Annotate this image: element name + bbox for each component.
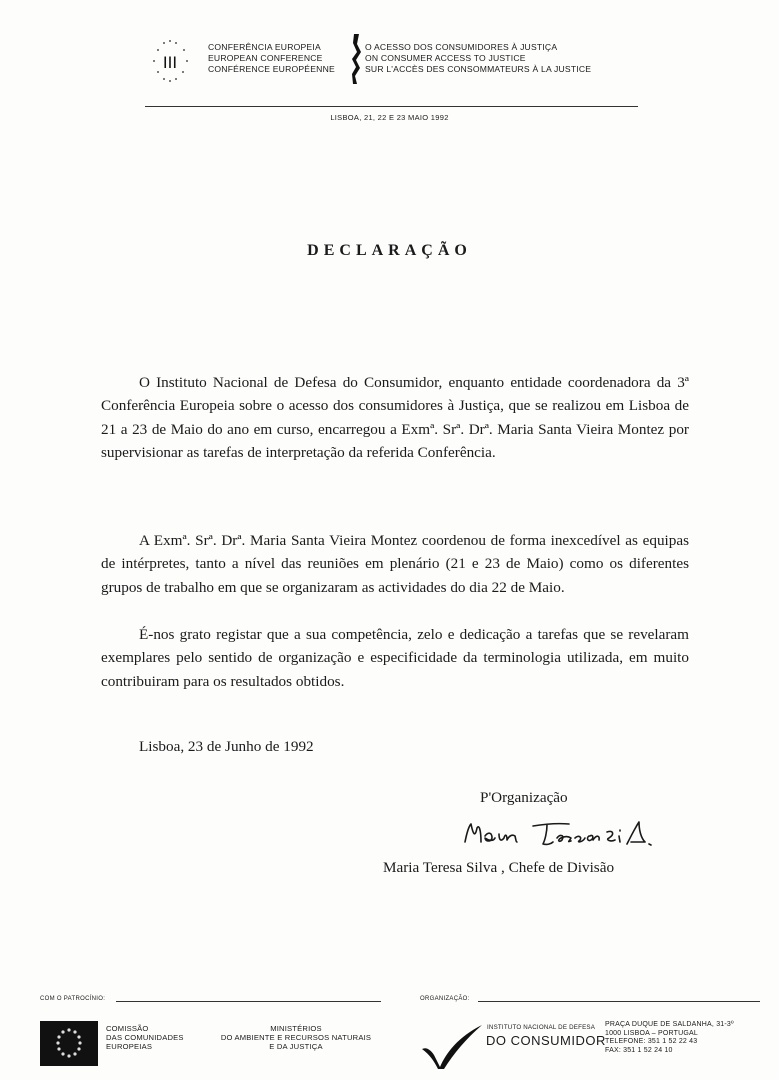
ministries-line-3: E DA JUSTIÇA bbox=[269, 1042, 323, 1051]
header-rule bbox=[145, 106, 638, 107]
paragraph-3: É-nos grato registar que a sua competência, zelo e dedicação a tarefas que se revelaram exemplares pelo sentido de organização e especificidade da terminologia utilizada, em muito contribuiram para os resultados obtidos. bbox=[101, 626, 689, 690]
conference-theme-en: ON CONSUMER ACCESS TO JUSTICE bbox=[365, 53, 526, 63]
conference-theme-block bbox=[365, 42, 591, 75]
commission-name bbox=[106, 1024, 184, 1051]
address-line-3: TELEFONE: 351 1 52 22 43 bbox=[605, 1038, 698, 1046]
ministries-line-2: DO AMBIENTE E RECURSOS NATURAIS bbox=[220, 1033, 372, 1042]
logo-numeral: III bbox=[162, 53, 178, 72]
paragraph-1: O Instituto Nacional de Defesa do Consumidor, enquanto entidade coordenadora da 3ª Conferência Europeia sobre o acesso dos consumidores à Justiça, que se realizou em Lisboa de 21 a 23 de Maio do ano em curso, encarregou a Exmª. Srª. Drª. Maria Santa Vieira Montez por supervisionar as tarefas de interpretação da referida Conferência. bbox=[101, 374, 689, 462]
conference-date: LISBOA, 21, 22 E 23 MAIO 1992 bbox=[330, 113, 449, 122]
conference-theme-pt: O ACESSO DOS CONSUMIDORES À JUSTIÇA bbox=[365, 42, 558, 52]
paragraph-2: A Exmª. Srª. Drª. Maria Santa Vieira Montez coordenou de forma inexcedível as equipas de intérpretes, tanto a nível das reuniões em plenário (21 e 23 de Maio) como os diferentes grupos de trabalho em que se organizaram as actividades do dia 22 de Maio. bbox=[101, 532, 689, 596]
signer-name: Maria Teresa Silva , Chefe de Divisão bbox=[383, 859, 615, 876]
conference-theme-fr: SUR L'ACCÈS DES CONSOMMATEURS À LA JUSTICE bbox=[365, 64, 592, 74]
conference-name-block bbox=[208, 42, 335, 75]
commission-line-2: DAS COMUNIDADES bbox=[106, 1033, 184, 1042]
address-line-1: PRAÇA DUQUE DE SALDANHA, 31-3º bbox=[605, 1021, 734, 1028]
conference-name-fr: CONFÉRENCE EUROPÉENNE bbox=[208, 64, 335, 74]
handwritten-signature bbox=[455, 814, 690, 854]
conference-logo bbox=[150, 36, 190, 86]
header-divider-mark bbox=[350, 34, 364, 84]
sponsor-rule bbox=[116, 1001, 381, 1002]
ministries-line-1: MINISTÉRIOS bbox=[270, 1024, 322, 1033]
address-line-4: FAX: 351 1 52 24 10 bbox=[605, 1046, 673, 1054]
institute-name-small: INSTITUTO NACIONAL DE DEFESA bbox=[487, 1024, 596, 1031]
place-date: Lisboa, 23 de Junho de 1992 bbox=[139, 738, 314, 755]
document-title: DECLARAÇÃO bbox=[307, 242, 472, 259]
on-behalf-label: P'Organização bbox=[480, 789, 568, 806]
organizer-label: ORGANIZAÇÃO: bbox=[420, 996, 470, 1002]
conference-name-pt: CONFERÊNCIA EUROPEIA bbox=[208, 42, 321, 52]
ministries-name bbox=[210, 1024, 382, 1051]
institute-address bbox=[605, 1021, 734, 1055]
institute-name-big: DO CONSUMIDOR bbox=[486, 1033, 606, 1048]
commission-line-1: COMISSÃO bbox=[106, 1024, 149, 1033]
address-line-2: 1000 LISBOA – PORTUGAL bbox=[605, 1029, 698, 1037]
organizer-rule bbox=[478, 1001, 760, 1002]
institute-check-logo bbox=[420, 1023, 486, 1069]
conference-name-en: EUROPEAN CONFERENCE bbox=[208, 53, 323, 63]
sponsor-label: COM O PATROCÍNIO: bbox=[40, 996, 106, 1002]
commission-line-3: EUROPEIAS bbox=[106, 1042, 153, 1051]
eu-flag-logo bbox=[40, 1021, 98, 1066]
